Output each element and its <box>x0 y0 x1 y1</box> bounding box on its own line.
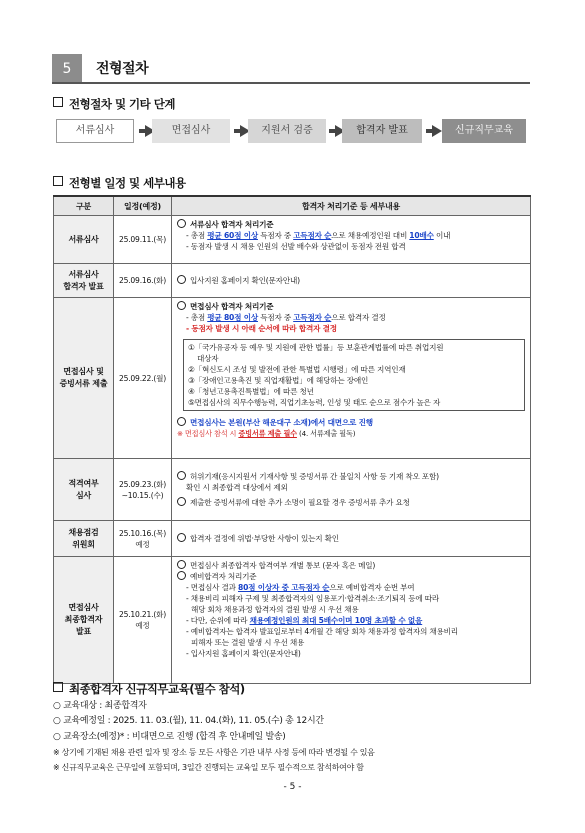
circle-bullet-icon <box>177 301 186 310</box>
highlight-text: 80점 이상자 중 고득점자 순 <box>238 583 330 592</box>
stage-line: 면접심사 및 <box>63 367 104 376</box>
detail-line: - 동점자 발생 시 채용 인원의 선발 배수와 상관없이 동점자 전원 합격 <box>186 242 406 251</box>
priority-item: ①「국가유공자 등 예우 및 지원에 관한 법률」등 보훈관계법률에 따른 취업지원 <box>188 343 444 352</box>
detail-text: 이내 <box>433 231 451 240</box>
circle-bullet-icon <box>177 560 186 569</box>
highlight-text: 고득점자 순 <box>293 313 332 322</box>
stage-line: 심사 <box>75 490 92 500</box>
priority-item: ③「장애인고용촉진 및 직업재활법」에 해당하는 장애인 <box>188 376 369 385</box>
date-line: 25.10.21.(화) <box>118 610 167 619</box>
page-number: - 5 - <box>283 782 302 792</box>
row-date: 25.09.11.(목) <box>114 216 172 264</box>
detail-text: 득점자 중 <box>257 313 294 322</box>
training-note: ※ 신규직무교육은 근무일에 포함되며, 3일간 진행되는 교육일 모두 필수적으로 참석하여야 함 <box>53 763 364 773</box>
detail-line: - 입사지원 홈페이지 확인(문자안내) <box>186 649 301 658</box>
detail-text: 득점자 중 <box>257 231 294 240</box>
detail-text: 으로 채용예정인원 대비 <box>331 231 410 240</box>
row-stage <box>54 557 114 684</box>
flow-step-training: 신규직무교육 <box>442 119 526 143</box>
training-title: 최종합격자 신규직무교육(필수 참석) <box>69 682 245 696</box>
detail-line: - 채용비리 피해자 구제 및 최종합격자의 임용포기·합격취소·조기퇴직 등에 따라 <box>186 594 440 603</box>
circle-bullet-icon <box>177 219 186 228</box>
row-date <box>114 521 172 557</box>
detail-line: 해당 회차 채용과정 합격자의 결원 발생 시 우선 채용 <box>191 605 359 614</box>
row-date <box>114 459 172 521</box>
row-details <box>172 264 531 298</box>
row-details <box>172 298 531 459</box>
date-line: 25.09.23.(화) <box>118 479 167 489</box>
table-row <box>54 557 531 684</box>
date-line: 예정 <box>135 621 150 630</box>
row-stage <box>54 459 114 521</box>
date-line: 25.10.16.(목) <box>118 528 167 538</box>
row-stage <box>54 264 114 298</box>
detail-line: 허위기재(응시지원서 기재사항 및 증빙서류 간 불일치 사항 등 기재 착오 포함) <box>190 472 439 481</box>
table-header-row <box>54 196 531 216</box>
highlight-text: 고득점자 순 <box>293 231 332 240</box>
section-title: 전형절차 <box>96 61 149 77</box>
detail-line: - 예비합격자는 합격자 발표일로부터 4개월 간 해당 회차 채용과정 합격자의 채용비리 <box>186 627 458 636</box>
training-location: ○ 교육장소(예정)* : 비대면으로 진행 (합격 후 안내메일 발송) <box>53 731 286 742</box>
priority-item: ⑤면접심사의 직무수행능력, 직업기초능력, 인성 및 태도 순으로 점수가 높은 자 <box>188 398 441 407</box>
tie-break-box <box>183 339 525 411</box>
detail-line: 피해자 또는 결원 발생 시 우선 채용 <box>191 638 305 647</box>
table-row <box>54 298 531 459</box>
highlight-text: 평균 60점 이상 <box>207 231 258 240</box>
schedule-title: 전형별 일정 및 세부내용 <box>69 176 186 190</box>
circle-bullet-icon <box>177 533 186 542</box>
detail-text: (4. 서류제출 필독) <box>296 429 356 438</box>
stage-line: 합격자 발표 <box>63 281 104 291</box>
row-stage <box>54 298 114 459</box>
circle-bullet-icon <box>177 571 186 580</box>
col-header-details: 합격자 처리기준 등 세부내용 <box>172 196 531 216</box>
highlight-text: 증빙서류 제출 필수 <box>238 429 297 438</box>
detail-line: 확인 시 최종합격 대상에서 제외 <box>186 483 288 492</box>
detail-text: - 면접심사 결과 <box>186 583 238 592</box>
row-date <box>114 557 172 684</box>
detail-text: - 총점 <box>186 313 208 322</box>
stage-line: 발표 <box>75 627 92 636</box>
detail-line: - 동점자 발생 시 아래 순서에 따라 합격자 결정 <box>186 324 337 333</box>
section-divider <box>52 82 530 84</box>
detail-line: 예비합격자 처리기준 <box>190 572 257 581</box>
stage-line: 적격여부 <box>68 478 99 488</box>
section-number-badge: 5 <box>52 54 82 84</box>
table-row <box>54 216 531 264</box>
detail-line: 서류심사 합격자 처리기준 <box>190 220 274 229</box>
row-details <box>172 557 531 684</box>
highlight-text: 채용예정인원의 최대 5배수이며 10명 초과할 수 없음 <box>249 616 423 625</box>
square-bullet-icon <box>53 682 63 692</box>
detail-line: 면접심사 최종합격자 합격여부 개별 통보 (문자 혹은 메일) <box>190 561 376 570</box>
detail-text: ※ 면접심사 참석 시 <box>177 429 239 438</box>
training-heading <box>53 681 245 697</box>
circle-bullet-icon <box>177 497 186 506</box>
stage-line: 채용점검 <box>68 527 99 537</box>
table-row <box>54 264 531 298</box>
detail-text: 으로 합격자 결정 <box>331 313 386 322</box>
detail-line: 합격자 결정에 위법·부당한 사항이 있는지 확인 <box>190 534 339 543</box>
date-line: ~10.15.(수) <box>121 490 164 500</box>
row-stage: 서류심사 <box>54 216 114 264</box>
row-date: 25.09.22.(월) <box>114 298 172 459</box>
row-date: 25.09.16.(화) <box>114 264 172 298</box>
stage-line: 서류심사 <box>68 269 99 279</box>
priority-item: ②「혁신도시 조성 및 발전에 관한 특별법 시행령」에 따른 지역인재 <box>188 365 406 374</box>
flow-heading <box>53 96 175 112</box>
detail-line: 입사지원 홈페이지 확인(문자안내) <box>190 276 300 285</box>
circle-bullet-icon <box>177 275 186 284</box>
priority-item: ④「청년고용촉진특별법」에 따른 청년 <box>188 387 314 396</box>
circle-bullet-icon <box>177 417 186 426</box>
highlight-text: 10배수 <box>409 231 434 240</box>
training-target: ○ 교육대상 : 최종합격자 <box>53 701 147 711</box>
flow-step-verification: 지원서 검증 <box>248 119 326 143</box>
flow-step-interview: 면접심사 <box>152 119 230 143</box>
square-bullet-icon <box>53 97 63 107</box>
flow-step-announcement: 합격자 발표 <box>342 119 422 143</box>
detail-line: 제출한 증빙서류에 대한 추가 소명이 필요할 경우 증빙서류 추가 요청 <box>190 498 410 507</box>
section-header <box>52 54 530 84</box>
table-row <box>54 459 531 521</box>
circle-bullet-icon <box>177 471 186 480</box>
stage-line: 위원회 <box>72 539 95 549</box>
detail-line: 면접심사 합격자 처리기준 <box>190 302 274 311</box>
priority-item: 대상자 <box>197 354 219 363</box>
flow-title: 전형절차 및 기타 단계 <box>69 97 175 111</box>
detail-text: 으로 예비합격자 순번 부여 <box>329 583 415 592</box>
row-details <box>172 521 531 557</box>
stage-line: 증빙서류 제출 <box>59 379 108 388</box>
flow-step-document: 서류심사 <box>56 119 134 143</box>
process-flow <box>56 119 526 143</box>
training-details <box>53 699 375 775</box>
row-stage <box>54 521 114 557</box>
detail-text: - 다만, 순위에 따라 <box>186 616 250 625</box>
stage-line: 최종합격자 <box>64 615 103 624</box>
square-bullet-icon <box>53 176 63 186</box>
detail-text: - 총점 <box>186 231 208 240</box>
stage-line: 면접심사 <box>68 603 99 612</box>
highlight-text: 평균 80점 이상 <box>207 313 258 322</box>
table-row <box>54 521 531 557</box>
row-details <box>172 216 531 264</box>
training-note: ※ 상기에 기재된 채용 관련 일자 및 장소 등 모든 사항은 기관 내부 사정 등에 따라 변경될 수 있음 <box>53 747 375 757</box>
col-header-stage: 구분 <box>54 196 114 216</box>
detail-line: 면접심사는 본원(부산 해운대구 소재)에서 대면으로 진행 <box>190 418 373 427</box>
training-dates: ○ 교육예정일 : 2025. 11. 03.(월), 11. 04.(화), 11. 05.(수) 총 12시간 <box>53 716 324 727</box>
arrow-right-icon <box>432 125 442 137</box>
schedule-table <box>53 195 531 684</box>
schedule-heading <box>53 175 186 191</box>
date-line: 예정 <box>135 539 150 549</box>
col-header-date: 일정(예정) <box>114 196 172 216</box>
row-details <box>172 459 531 521</box>
